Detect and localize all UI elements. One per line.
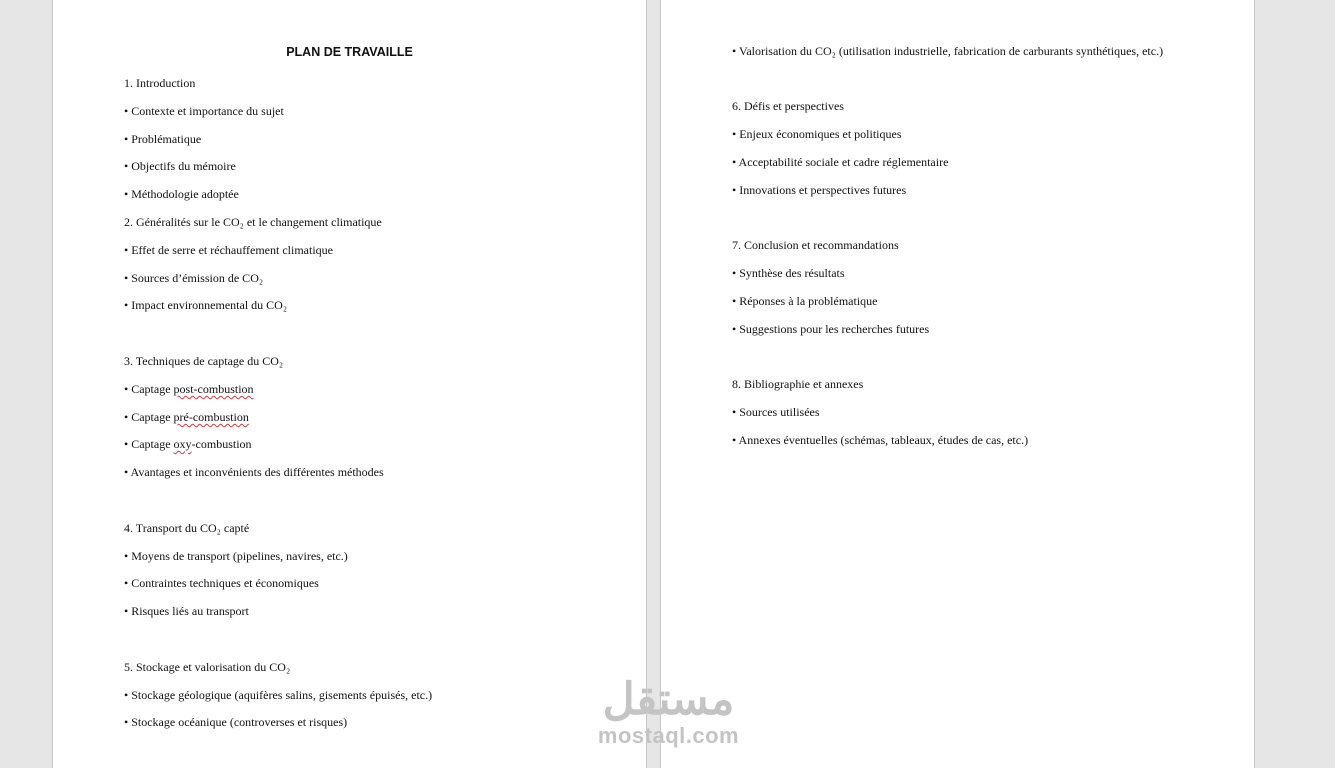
list-item: • Risques liés au transport [124,604,249,618]
captage-prefix: • Captage [124,382,174,396]
list-item: • Acceptabilité sociale et cadre réglementaire [732,155,949,169]
document-title: PLAN DE TRAVAILLE [286,45,413,59]
captage-prefix: • Captage [124,410,174,424]
watermark [586,676,751,756]
section-heading: 2. Généralités sur le CO₂ et le changement climatique [124,215,382,229]
section-heading: 3. Techniques de captage du CO₂ [124,354,284,368]
list-item: • Valorisation du CO₂ (utilisation industrielle, fabrication de carburants synthétiques, etc.) [732,44,1164,58]
list-item [124,410,249,425]
document-page-1 [52,0,647,768]
section-heading: 6. Défis et perspectives [732,99,844,113]
list-item: • Sources utilisées [732,405,820,419]
list-item: • Moyens de transport (pipelines, navires, etc.) [124,549,348,563]
spellcheck-word[interactable]: post-combustion [173,382,254,396]
spellcheck-word[interactable]: pré-combustion [173,410,249,424]
watermark-text: mostaql.com [597,723,740,748]
list-item: • Innovations et perspectives futures [732,183,907,197]
watermark-logo: مستقل [602,675,735,724]
section-heading: 4. Transport du CO₂ capté [124,521,250,535]
list-item: • Avantages et inconvénients des différentes méthodes [124,465,384,479]
list-item: • Contraintes techniques et économiques [124,576,319,590]
list-item: • Suggestions pour les recherches futures [732,322,930,336]
section-heading: 7. Conclusion et recommandations [732,238,899,252]
list-item: • Impact environnemental du CO₂ [124,298,288,312]
captage-prefix: • Captage [124,437,174,451]
section-heading: 8. Bibliographie et annexes [732,377,864,391]
section-heading: 5. Stockage et valorisation du CO₂ [124,660,291,674]
document-page-2 [660,0,1255,768]
captage-suffix: -combustion [191,437,252,451]
list-item: • Sources d’émission de CO₂ [124,271,264,285]
list-item [124,437,252,452]
list-item [124,382,254,397]
list-item: • Réponses à la problématique [732,294,878,308]
list-item: • Enjeux économiques et politiques [732,127,902,141]
spellcheck-word[interactable]: oxy [173,437,192,451]
section-heading: 1. Introduction [124,76,196,90]
list-item: • Problématique [124,132,202,146]
list-item: • Effet de serre et réchauffement climatique [124,243,333,257]
list-item: • Annexes éventuelles (schémas, tableaux, études de cas, etc.) [732,433,1029,447]
list-item: • Stockage océanique (controverses et risques) [124,715,348,729]
list-item: • Objectifs du mémoire [124,159,236,173]
list-item: • Stockage géologique (aquifères salins, gisements épuisés, etc.) [124,688,433,702]
list-item: • Méthodologie adoptée [124,187,239,201]
list-item: • Synthèse des résultats [732,266,845,280]
list-item: • Contexte et importance du sujet [124,104,284,118]
